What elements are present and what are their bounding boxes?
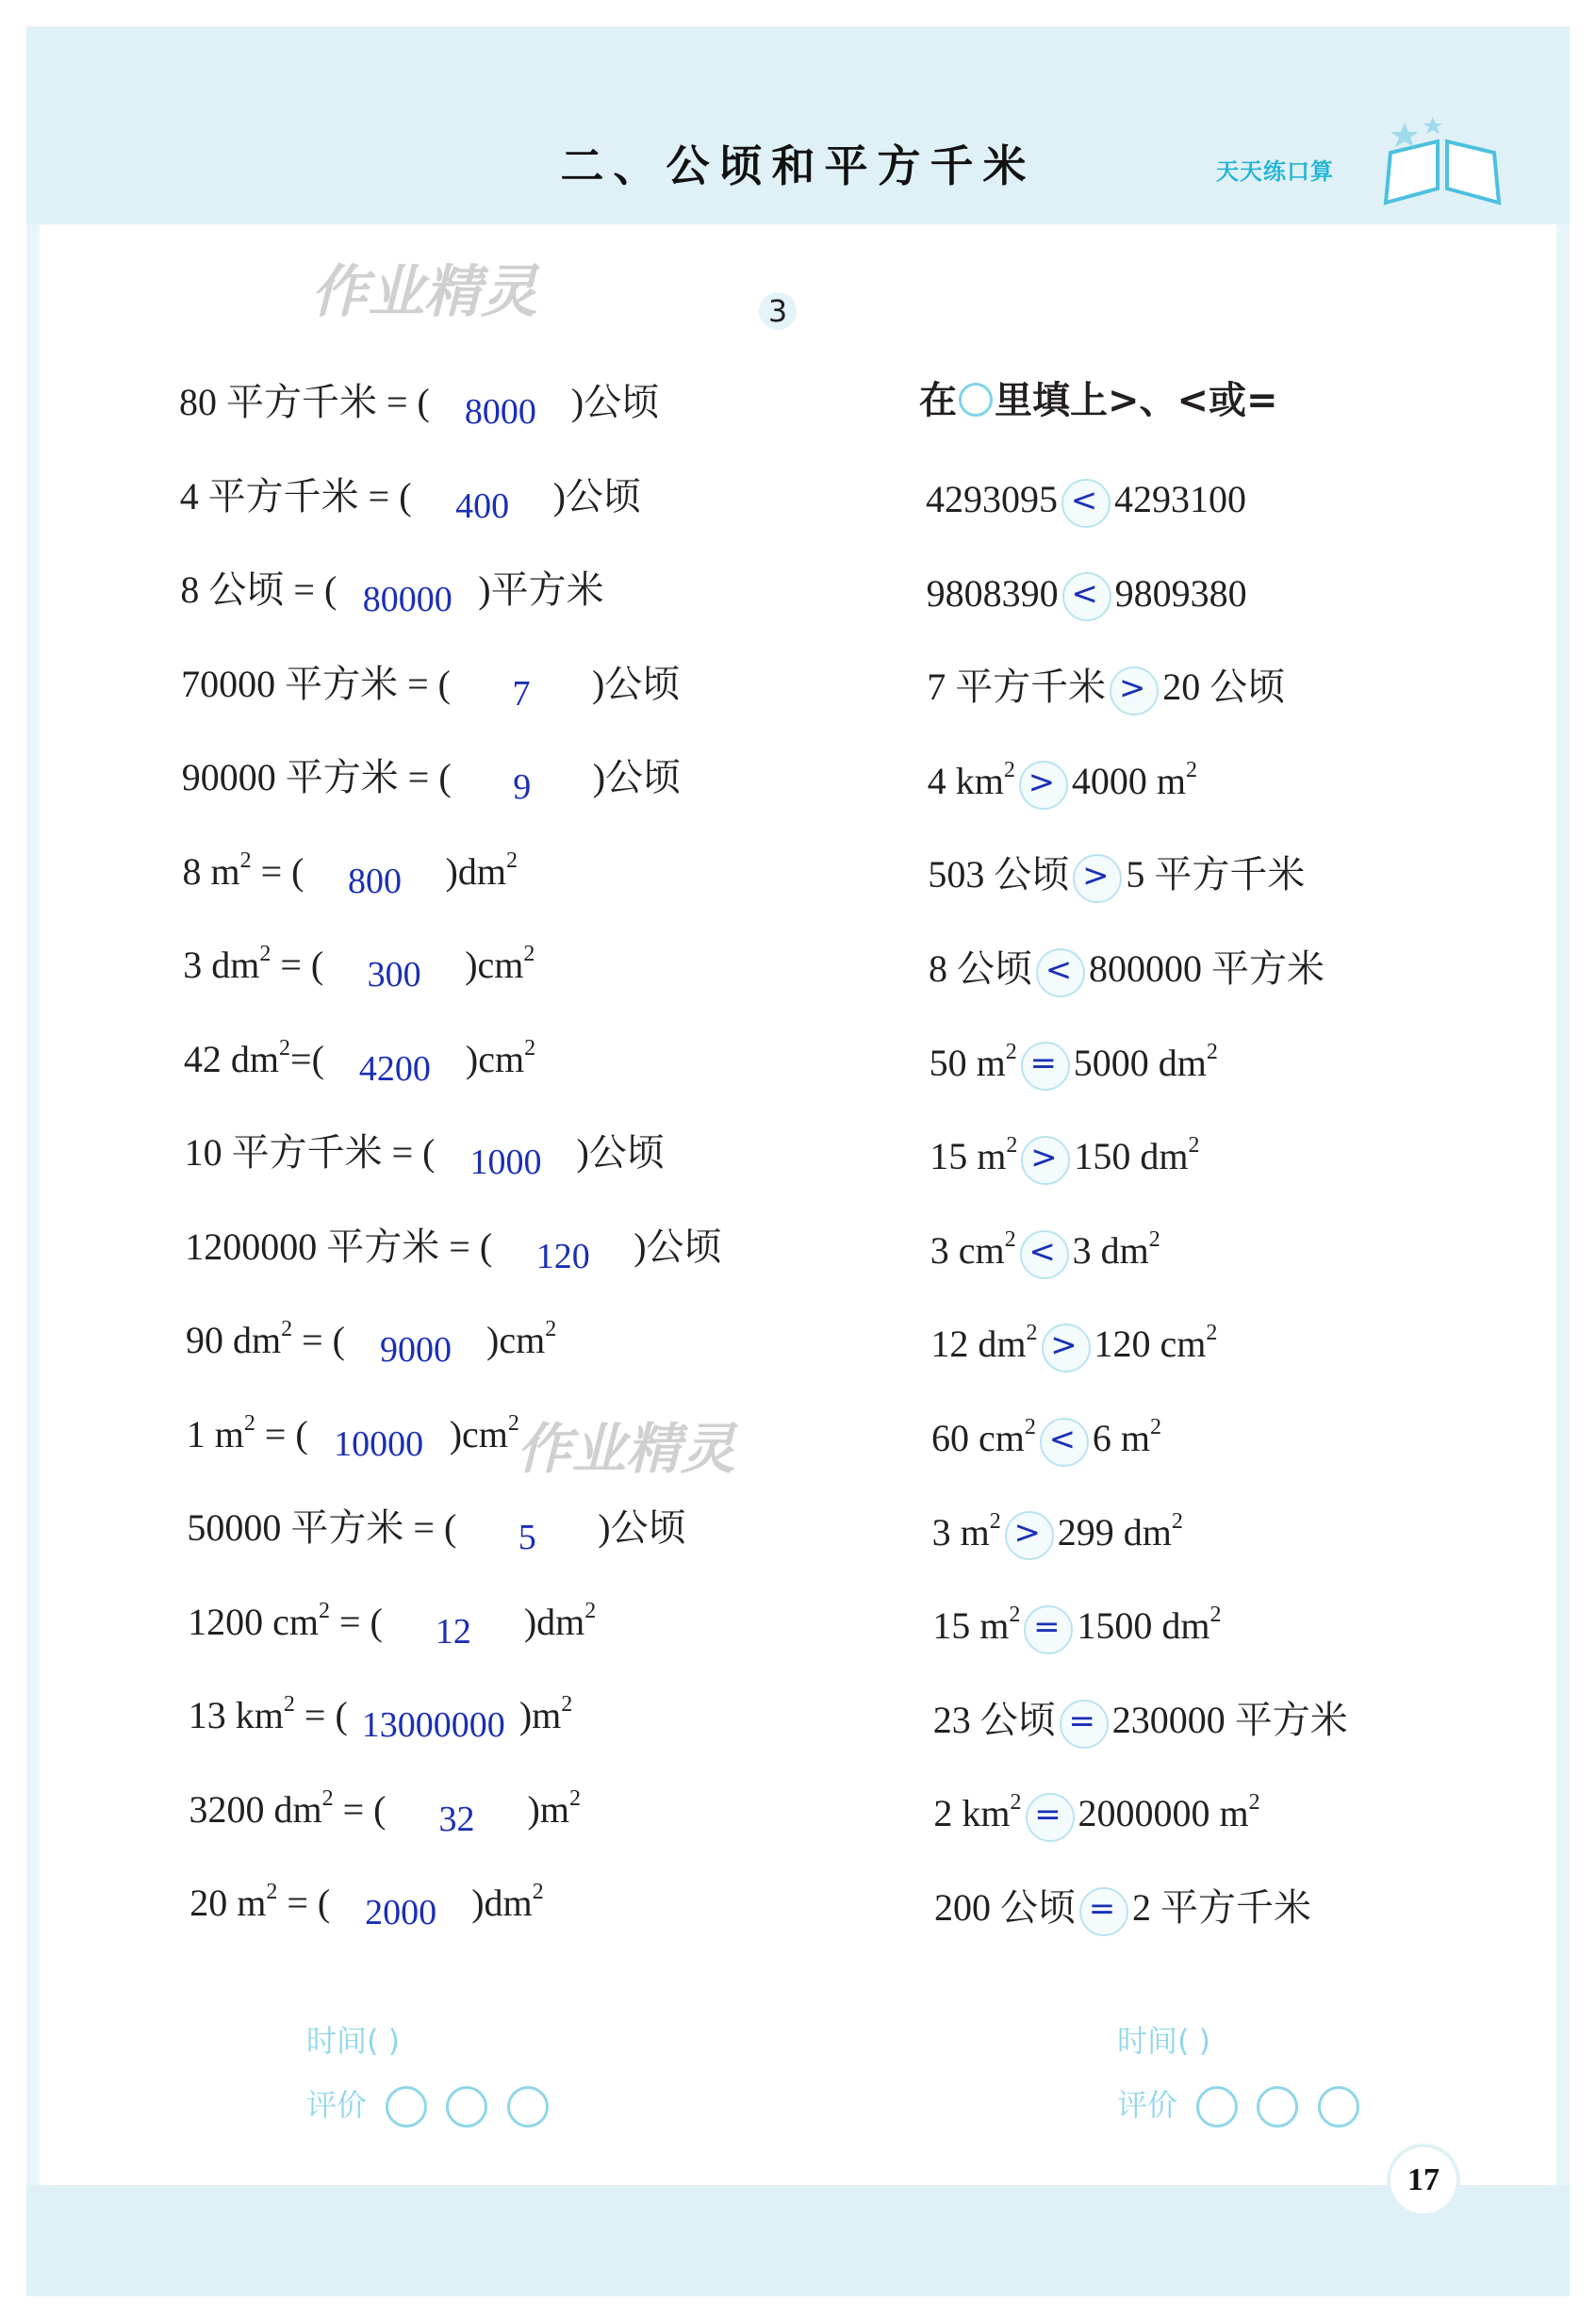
comparison-left: 12 $dm^2$ <box>930 1321 1038 1366</box>
comparison-left: 3 $cm^2$ <box>930 1226 1016 1272</box>
time-field: 时间( ) <box>306 2023 401 2059</box>
page-title: 二、公顷和平方千米 <box>560 140 1036 191</box>
answer-field[interactable]: 7 <box>512 673 531 714</box>
happy-face-icon[interactable] <box>1196 2086 1238 2128</box>
conversion-row <box>183 1035 844 1089</box>
rating-label: 评价 <box>1117 2087 1178 2123</box>
comparison-instruction <box>919 377 1278 424</box>
comparison-right: 5 平方千米 <box>1126 853 1306 896</box>
comparison-row <box>926 476 1246 523</box>
conversion-row <box>180 567 840 619</box>
answer-field[interactable]: 12 <box>435 1611 471 1652</box>
conversion-right: )公顷 <box>552 474 641 518</box>
comparison-row <box>930 1321 1217 1368</box>
conversion-left: 20 $m^2$ = ( <box>189 1880 331 1924</box>
conversion-left: 3200 $dm^2$ = ( <box>189 1785 387 1831</box>
answer-field[interactable]: 80000 <box>362 580 452 619</box>
comparison-row <box>930 1133 1199 1180</box>
comparison-right: 20 公顷 <box>1162 666 1286 709</box>
conversion-row <box>184 1129 845 1182</box>
conversion-row <box>189 1785 849 1839</box>
comparison-right: 120 $cm^2$ <box>1094 1321 1218 1366</box>
conversion-left: 1200000 平方米 = ( <box>185 1225 493 1268</box>
answer-field[interactable]: 800 <box>347 861 402 901</box>
comparison-row <box>929 945 1325 993</box>
comparison-left: 2 $km^2$ <box>933 1790 1022 1835</box>
comparison-symbol: < <box>1070 481 1098 519</box>
circle-icon <box>959 383 993 417</box>
comparison-right: 2 平方千米 <box>1132 1886 1311 1929</box>
conversion-row <box>186 1410 847 1464</box>
conversion-left: 90000 平方米 = ( <box>181 756 452 798</box>
comparison-symbol: > <box>1030 1139 1058 1176</box>
comparison-symbol: > <box>1028 763 1056 801</box>
footer-left <box>306 2017 549 2128</box>
conversion-right: )$cm^2$ <box>449 1410 519 1455</box>
comparison-right: 4000 $m^2$ <box>1071 757 1198 802</box>
comparison-symbol: > <box>1118 669 1146 707</box>
comparison-symbol: < <box>1048 1420 1077 1458</box>
conversion-right: )公顷 <box>570 381 660 423</box>
conversion-left: 90 $dm^2$ = ( <box>186 1317 346 1361</box>
conversion-left: 1 $m^2$ = ( <box>186 1410 308 1455</box>
comparison-symbol: = <box>1088 1889 1116 1928</box>
comparison-left: 200 公顷 <box>934 1886 1076 1929</box>
conversion-left: 10 平方千米 = ( <box>184 1131 436 1174</box>
comparison-circle[interactable] <box>1040 1418 1089 1467</box>
comparison-circle[interactable] <box>1021 1042 1070 1091</box>
conversion-right: )$dm^2$ <box>523 1598 597 1643</box>
comparison-row <box>927 664 1285 711</box>
comparison-row <box>928 758 1197 805</box>
comparison-symbol: = <box>1068 1702 1096 1740</box>
comparison-circle[interactable] <box>1036 948 1085 997</box>
conversion-row <box>187 1504 847 1557</box>
conversion-row <box>181 754 842 807</box>
answer-field[interactable]: 9000 <box>379 1330 452 1370</box>
instruction-suffix: 里填上>、<或= <box>995 379 1278 422</box>
conversion-row <box>188 1598 847 1652</box>
comparison-symbol: = <box>1034 1796 1061 1834</box>
answer-field[interactable]: 13000000 <box>361 1705 505 1745</box>
conversion-left: 3 $dm^2$ = ( <box>183 942 324 986</box>
conversion-right: )$dm^2$ <box>471 1880 544 1924</box>
conversion-left: 80 平方千米 = ( <box>179 381 430 423</box>
comparison-circle[interactable] <box>1026 1793 1075 1842</box>
comparison-row <box>930 1227 1160 1274</box>
comparison-symbol: > <box>1013 1514 1041 1553</box>
open-book-icon <box>1367 113 1518 217</box>
conversion-left: 8 $m^2$ = ( <box>182 847 304 893</box>
conversion-right: )$dm^2$ <box>445 847 518 893</box>
comparison-symbol: = <box>1029 1044 1057 1083</box>
conversion-row <box>179 473 840 526</box>
comparison-symbol: > <box>1050 1326 1078 1365</box>
comparison-left: 15 $m^2$ <box>930 1133 1018 1178</box>
conversion-left: 4 平方千米 = ( <box>179 474 412 518</box>
comparison-symbol: < <box>1071 575 1098 614</box>
conversion-left: 50000 平方米 = ( <box>187 1506 457 1549</box>
conversion-right: )$cm^2$ <box>465 1035 536 1080</box>
conversion-right: )公顷 <box>633 1225 722 1268</box>
conversion-row <box>188 1692 848 1745</box>
conversion-right: )公顷 <box>591 662 681 705</box>
sad-face-icon[interactable] <box>507 2086 549 2128</box>
conversion-left: 1200 $cm^2$ = ( <box>188 1598 383 1643</box>
answer-field[interactable]: 9 <box>513 767 532 807</box>
comparison-circle[interactable] <box>1024 1605 1073 1654</box>
page-number: 17 <box>1390 2147 1456 2213</box>
rating-label: 评价 <box>306 2087 368 2123</box>
comparison-left: 7 平方千米 <box>927 666 1107 709</box>
conversion-row <box>179 379 839 432</box>
answer-field[interactable]: 120 <box>535 1236 590 1276</box>
sad-face-icon[interactable] <box>1318 2086 1359 2128</box>
comparison-right: 9809380 <box>1114 571 1247 615</box>
comparison-row <box>933 1790 1259 1837</box>
comparison-symbol: > <box>1082 857 1110 896</box>
comparison-symbol: = <box>1033 1608 1061 1646</box>
footer-right <box>1117 2017 1359 2128</box>
comparison-left: 50 $m^2$ <box>929 1039 1017 1084</box>
comparison-left: 23 公顷 <box>932 1698 1056 1741</box>
comparison-left: 8 公顷 <box>929 947 1032 990</box>
comparison-circle[interactable] <box>1019 761 1068 810</box>
comparison-right: 5000 $dm^2$ <box>1073 1039 1218 1084</box>
comparison-left: 503 公顷 <box>928 853 1070 896</box>
conversion-right: )平方米 <box>478 568 604 611</box>
comparison-right: 800000 平方米 <box>1089 947 1325 990</box>
footer-band <box>26 2185 1570 2296</box>
comparison-circle[interactable] <box>1079 1887 1128 1936</box>
comparison-left: 4 $km^2$ <box>927 757 1015 802</box>
answer-field[interactable]: 10000 <box>334 1423 424 1464</box>
watermark: 作业精灵 <box>517 1417 736 1481</box>
conversion-row <box>183 942 843 995</box>
answer-field[interactable]: 4200 <box>358 1048 431 1089</box>
conversion-right: )公顷 <box>598 1506 686 1549</box>
comparison-row <box>933 1697 1348 1744</box>
conversion-row <box>181 661 841 714</box>
conversion-row <box>189 1880 849 1932</box>
conversion-row <box>186 1317 846 1370</box>
time-field: 时间( ) <box>1117 2023 1211 2059</box>
answer-field[interactable]: 300 <box>367 955 421 995</box>
comparison-right: 299 $dm^2$ <box>1057 1508 1183 1554</box>
conversion-row <box>182 847 843 901</box>
comparison-circle[interactable] <box>1005 1511 1054 1560</box>
comparison-left: 15 $m^2$ <box>932 1603 1021 1648</box>
comparison-row <box>927 570 1247 617</box>
comparison-circle[interactable] <box>1061 479 1111 528</box>
comparison-right: 150 $dm^2$ <box>1074 1133 1200 1178</box>
answer-field[interactable]: 8000 <box>464 392 536 432</box>
happy-face-icon[interactable] <box>386 2086 427 2128</box>
comparison-left: 4293095 <box>926 478 1058 520</box>
conversion-right: )公顷 <box>592 756 682 798</box>
section-number: 3 <box>759 292 797 330</box>
comparison-row <box>930 1040 1218 1087</box>
comparison-left: 60 $cm^2$ <box>931 1415 1036 1459</box>
conversion-left: 8 公顷 = ( <box>180 568 337 611</box>
answer-field[interactable]: 2000 <box>365 1893 437 1932</box>
watermark: 作业精灵 <box>311 259 537 325</box>
conversion-right: )$cm^2$ <box>465 942 535 986</box>
conversion-row <box>185 1224 845 1276</box>
conversion-right: )$cm^2$ <box>486 1317 557 1361</box>
comparison-circle[interactable] <box>1073 854 1122 903</box>
answer-field[interactable]: 32 <box>438 1799 475 1839</box>
comparison-symbol: < <box>1045 950 1073 989</box>
brand-label: 天天练口算 <box>1216 158 1334 185</box>
comparison-circle[interactable] <box>1060 1700 1109 1749</box>
conversion-right: )公顷 <box>576 1131 665 1174</box>
comparison-circle[interactable] <box>1042 1323 1091 1373</box>
comparison-circle[interactable] <box>1021 1136 1070 1185</box>
answer-field[interactable]: 400 <box>455 485 510 526</box>
comparison-row <box>932 1603 1221 1650</box>
header-band <box>26 26 1570 224</box>
comparison-symbol: < <box>1028 1232 1056 1271</box>
comparison-right: 1500 $dm^2$ <box>1077 1603 1222 1648</box>
neutral-face-icon[interactable] <box>446 2086 487 2128</box>
comparison-circle[interactable] <box>1062 572 1111 621</box>
left-margin-band <box>26 224 40 2185</box>
comparison-right: 2000000 $m^2$ <box>1078 1790 1260 1835</box>
conversion-left: 13 $km^2$ = ( <box>188 1692 348 1736</box>
comparison-right: 4293100 <box>1114 478 1246 520</box>
comparison-row <box>928 851 1305 898</box>
answer-field[interactable]: 1000 <box>469 1143 542 1182</box>
conversion-right: )$m^2$ <box>518 1692 573 1736</box>
instruction-prefix: 在 <box>919 379 957 422</box>
comparison-right: 230000 平方米 <box>1111 1698 1348 1741</box>
comparison-row <box>931 1415 1161 1462</box>
conversion-right: )$m^2$ <box>527 1785 581 1831</box>
comparison-right: 3 $dm^2$ <box>1072 1226 1160 1272</box>
comparison-right: 6 $m^2$ <box>1092 1415 1161 1459</box>
right-margin-band <box>1556 224 1570 2185</box>
neutral-face-icon[interactable] <box>1257 2086 1298 2128</box>
conversion-left: 70000 平方米 = ( <box>181 662 451 705</box>
comparison-circle[interactable] <box>1020 1230 1069 1279</box>
conversion-left: 42 $dm^2=$( <box>183 1035 324 1080</box>
comparison-circle[interactable] <box>1110 666 1159 715</box>
comparison-row <box>932 1509 1183 1556</box>
comparison-row <box>934 1884 1311 1932</box>
comparison-left: 3 $m^2$ <box>931 1508 1001 1554</box>
answer-field[interactable]: 5 <box>518 1518 536 1557</box>
comparison-left: 9808390 <box>926 571 1059 615</box>
